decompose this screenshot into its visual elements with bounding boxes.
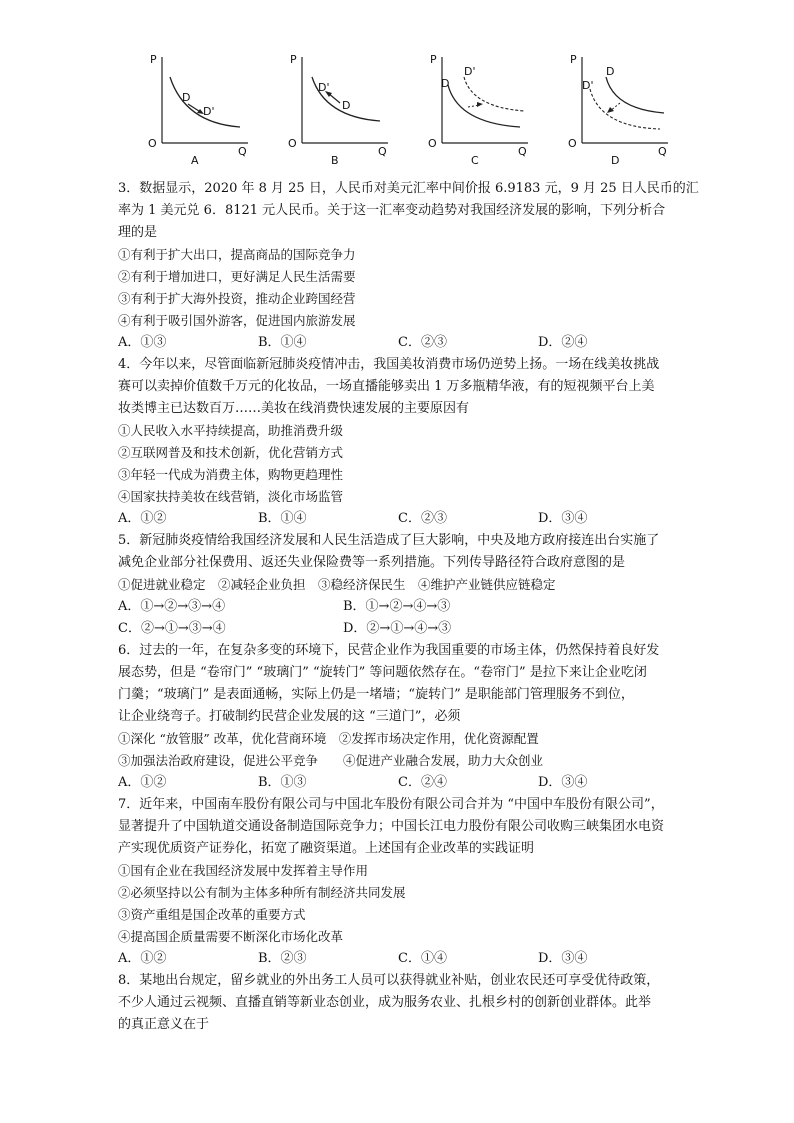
question-text: 3．数据显示，2020 年 8 月 25 日，人民币对美元汇率中间价报 6.9183 元，9 月 25 日人民币的汇	[118, 181, 699, 196]
question-text: 产实现优质资产证券化，拓宽了融资渠道。上述国有企业改革的实践证明	[118, 841, 535, 856]
question-7	[118, 794, 678, 970]
statement: ④提高国企质量需要不断深化市场化改革	[118, 929, 344, 944]
graph-a	[140, 45, 260, 165]
question-text: 展态势，但是 “卷帘门” “玻璃门” “旋转门” 等问题依然存在。“卷帘门” 是拉下来让企业吃闭	[118, 665, 647, 680]
svg-text:A: A	[191, 154, 199, 165]
question-5	[118, 530, 678, 640]
svg-text:D': D'	[464, 65, 476, 78]
svg-text:Q: Q	[238, 145, 247, 158]
questions	[118, 178, 699, 1036]
svg-text:P: P	[290, 53, 297, 66]
svg-text:D': D'	[582, 79, 594, 92]
question-text: 赛可以卖掉价值数千万元的化妆品，一场直播能够卖出 1 万多瓶精华液，有的短视频平台上美	[118, 379, 655, 394]
choice-a[interactable]: A．①②	[118, 511, 167, 526]
statement: ②互联网普及和技术创新，优化营销方式	[118, 445, 344, 460]
svg-text:D: D	[441, 77, 450, 90]
answer-choices	[118, 948, 678, 970]
choice-c[interactable]: C．②③	[398, 335, 447, 350]
question-text: 不少人通过云视频、直播直销等新业态创业，成为服务农业、扎根乡村的创新创业群体。此举	[118, 995, 652, 1010]
statement: ③加强法治政府建设，促进公平竞争 ④促进产业融合发展，助力大众创业	[118, 753, 544, 768]
answer-choices	[118, 618, 678, 640]
svg-text:D': D'	[318, 81, 330, 94]
choice-d[interactable]: D．③④	[538, 775, 588, 790]
answer-choices	[118, 596, 678, 618]
svg-text:O: O	[148, 137, 157, 150]
choice-d[interactable]: D．②→①→④→③	[343, 621, 452, 636]
answer-choices	[118, 332, 678, 354]
statement: ①国有企业在我国经济发展中发挥着主导作用	[118, 863, 369, 878]
question-text: 率为 1 美元兑 6．8121 元人民币。关于这一汇率变动趋势对我国经济发展的影响，下列分析合	[118, 203, 666, 218]
question-text: 让企业绕弯子。打破制约民营企业发展的这 “三道门”，必须	[118, 709, 461, 724]
statement: ③年轻一代成为消费主体，购物更趋理性	[118, 467, 344, 482]
choice-d[interactable]: D．②④	[538, 335, 588, 350]
statement: ②必须坚持以公有制为主体多种所有制经济共同发展	[118, 885, 406, 900]
choice-b[interactable]: B．①④	[258, 511, 307, 526]
question-text: 8．某地出台规定，留乡就业的外出务工人员可以获得就业补贴，创业农民还可享受优待政策，	[118, 973, 660, 988]
choice-c[interactable]: C．①④	[398, 951, 447, 966]
question-text: 妆类博主已达数百万……美妆在线消费快速发展的主要原因有	[118, 401, 470, 416]
svg-text:O: O	[568, 137, 577, 150]
question-text: 理的是	[118, 225, 158, 240]
choice-d[interactable]: D．③④	[538, 951, 588, 966]
question-text: 5．新冠肺炎疫情给我国经济发展和人民生活造成了巨大影响，中央及地方政府接连出台实施了	[118, 533, 660, 548]
statement: ①深化 “放管服” 改革，优化营商环境 ②发挥市场决定作用，优化资源配置	[118, 731, 539, 746]
question-6	[118, 640, 678, 794]
choice-c[interactable]: C．②④	[398, 775, 447, 790]
svg-text:O: O	[428, 137, 437, 150]
svg-text:P: P	[570, 53, 577, 66]
question-text: 显著提升了中国轨道交通设备制造国际竞争力；中国长江电力股份有限公司收购三峡集团水电资	[118, 819, 665, 834]
demand-graphs	[140, 45, 680, 165]
choice-b[interactable]: B．①→②→④→③	[343, 599, 451, 614]
choice-d[interactable]: D．③④	[538, 511, 588, 526]
svg-text:D: D	[606, 65, 615, 78]
question-text: 减免企业部分社保费用、返还失业保险费等一系列措施。下列传导路径符合政府意图的是	[118, 555, 626, 570]
choice-c[interactable]: C．②→①→③→④	[118, 621, 226, 636]
question-text: 6．过去的一年，在复杂多变的环境下，民营企业作为我国重要的市场主体，仍然保持着良好发	[118, 643, 660, 658]
answer-choices	[118, 772, 678, 794]
choice-c[interactable]: C．②③	[398, 511, 447, 526]
svg-text:B: B	[331, 154, 339, 165]
choice-a[interactable]: A．①②	[118, 775, 167, 790]
question-text: 7．近年来，中国南车股份有限公司与中国北车股份有限公司合并为 “中国中车股份有限公司”，	[118, 797, 664, 812]
question-8	[118, 970, 678, 1036]
graph-c	[420, 45, 540, 165]
svg-text:Q: Q	[658, 145, 667, 158]
statement: ④国家扶持美妆在线营销，淡化市场监管	[118, 489, 344, 504]
svg-text:D: D	[342, 99, 351, 112]
svg-text:O: O	[288, 137, 297, 150]
svg-text:C: C	[471, 154, 479, 165]
svg-text:P: P	[150, 53, 157, 66]
graph-d	[560, 45, 680, 165]
graph-b	[280, 45, 400, 165]
svg-text:D: D	[611, 154, 620, 165]
choice-b[interactable]: B．②③	[258, 951, 307, 966]
svg-text:Q: Q	[378, 145, 387, 158]
choice-a[interactable]: A．①②	[118, 951, 167, 966]
statement: ③有利于扩大海外投资，推动企业跨国经营	[118, 291, 356, 306]
svg-text:P: P	[430, 53, 437, 66]
choice-a[interactable]: A．①→②→③→④	[118, 599, 226, 614]
choice-a[interactable]: A．①③	[118, 335, 167, 350]
question-text: 4．今年以来，尽管面临新冠肺炎疫情冲击，我国美妆消费市场仍逆势上扬。一场在线美妆挑战	[118, 357, 660, 372]
svg-text:Q: Q	[518, 145, 527, 158]
statement: ②有利于增加进口，更好满足人民生活需要	[118, 269, 356, 284]
statement: ④有利于吸引国外游客，促进国内旅游发展	[118, 313, 356, 328]
statement: ①人民收入水平持续提高，助推消费升级	[118, 423, 344, 438]
statement: ①促进就业稳定 ②减轻企业负担 ③稳经济保民生 ④维护产业链供应链稳定	[118, 577, 556, 592]
question-text: 门羹；“玻璃门” 是表面通畅，实际上仍是一堵墙；“旋转门” 是职能部门管理服务不到位，	[118, 687, 634, 702]
answer-choices	[118, 508, 678, 530]
statement: ③资产重组是国企改革的重要方式	[118, 907, 306, 922]
svg-text:D: D	[182, 91, 191, 104]
question-text: 的真正意义在于	[118, 1017, 210, 1032]
choice-b[interactable]: B．①④	[258, 335, 307, 350]
svg-text:D': D'	[203, 105, 215, 118]
choice-b[interactable]: B．①③	[258, 775, 307, 790]
question-4	[118, 354, 678, 530]
question-3	[118, 178, 699, 354]
statement: ①有利于扩大出口，提高商品的国际竞争力	[118, 247, 356, 262]
